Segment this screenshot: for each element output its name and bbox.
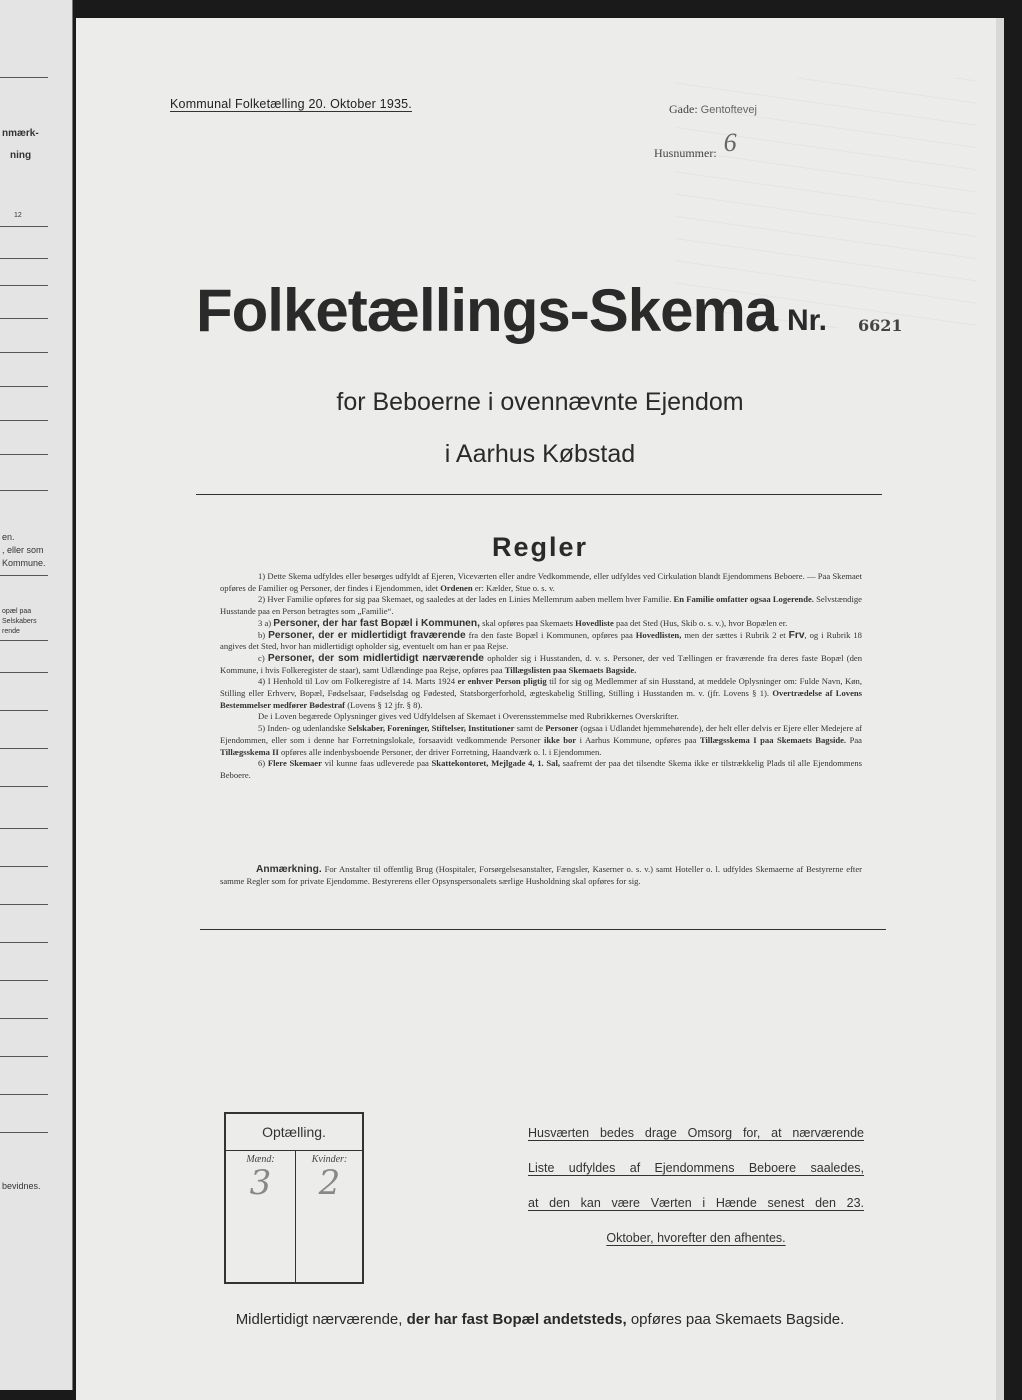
rule-line bbox=[0, 490, 48, 491]
rule-line bbox=[0, 1132, 48, 1133]
prev-fragment: en. bbox=[2, 532, 15, 542]
rule-line bbox=[0, 454, 48, 455]
rule-line bbox=[0, 386, 48, 387]
form-title: Folketællings-Skema bbox=[196, 277, 778, 344]
landlord-note-line: Husværten bedes drage Omsorg for, at nærværende bbox=[528, 1126, 864, 1140]
rule-line bbox=[0, 904, 48, 905]
rule-line bbox=[0, 710, 48, 711]
footer-post: opføres paa Skemaets Bagside. bbox=[630, 1311, 845, 1328]
rule-5: 5) Inden- og udenlandske Selskaber, Foreninger, Stiftelser, Institutioner samt de Personer (ogsaa i Udlandet hjemmehørende), der helt eller delvis er Ejere eller Medejere af Ejendommen, eller som i denne har Forretningslokale, forsaavidt vedkommende Personer ikke bor i Aarhus Kommune, opføres paa Tillægsskema I paa Skemaets Bagside. Paa Tillægsskema II opføres alle indenbysboende Personer, der driver Forretning, Haandværk o. l. i Ejendommen. bbox=[220, 723, 863, 757]
rule-line bbox=[0, 226, 48, 227]
rule-3b: b) Personer, der er midlertidigt fraværende fra den faste Bopæl i Kommunen, opføres paa Hovedlisten, men der sættes i Rubrik 2 et Frv, og i Rubrik 18 angives det Sted, hvor han midlertidigt opholder sig, eventuelt om han er paa Rejse. bbox=[220, 629, 862, 652]
rule-4b: De i Loven begærede Oplysninger gives ved Udfyldelsen af Skemaet i Overensstemmelse med Rubrikkernes Overskrifter. bbox=[258, 711, 679, 722]
annotation-text: For Anstalter til offentlig Brug (Hospitaler, Forsørgelsesanstalter, Fængsler, Kaserner o. s. v.) samt Hoteller o. l. udfyldes Skemaerne af Bestyrerne efter samme Regler som for private Ejendomme. Bestyrerens eller Opsynspersonalets særlige Husholdning skal opføres for sig. bbox=[220, 864, 862, 886]
street-field bbox=[669, 102, 757, 117]
landlord-note bbox=[528, 1116, 864, 1256]
rules-text bbox=[220, 571, 862, 782]
women-column bbox=[295, 1150, 364, 1282]
count-box-title: Optælling. bbox=[226, 1114, 362, 1151]
prev-fragment: Kommune. bbox=[2, 558, 46, 568]
rule-line bbox=[0, 980, 48, 981]
house-number-field bbox=[654, 128, 737, 164]
prev-fragment: rende bbox=[2, 628, 20, 635]
form-number-label: Nr. bbox=[787, 304, 828, 337]
rule-4: 4) I Henhold til Lov om Folkeregistre af 14. Marts 1924 er enhver Person pligtig til for sig og Medlemmer af sin Husstand, at meddele Oplysninger om: Fulde Navn, Køn, Stilling eller Erhverv, Bopæl, Fødselsaar, Fødselsdag og Fødested, Statsborgerforhold, ægteskabelig Stilling, Stilling i Husstanden m. v. (jfr. Lovens § 1). Overtrædelse af Lovens Bestemmelser medfører Bødestraf (Lovens § 12 jfr. § 8). bbox=[220, 676, 863, 710]
form-subtitle: for Beboerne i ovennævnte Ejendom bbox=[336, 388, 744, 416]
rule-2: 2) Hver Familie opføres for sig paa Skemaet, og saaledes at der lades en Linies Mellemrum aaben mellem hver Familie. En Familie omfatter ogsaa Logerende. Selvstændige Husstande paa en Person betragtes som „Familie“. bbox=[220, 594, 862, 617]
street-label: Gade: bbox=[669, 102, 698, 116]
landlord-note-line: Oktober, hvorefter den afhentes. bbox=[606, 1231, 786, 1245]
rule-line bbox=[0, 748, 48, 749]
page-edge bbox=[996, 18, 1004, 1400]
house-number-value: 6 bbox=[723, 128, 737, 157]
prev-fragment: bevidnes. bbox=[2, 1181, 41, 1191]
rule-line bbox=[0, 786, 48, 787]
prev-fragment: , eller som bbox=[2, 545, 44, 555]
divider bbox=[196, 494, 882, 495]
rule-1: 1) Dette Skema udfyldes eller besørges udfyldt af Ejeren, Viceværten eller andre Vedkommende, eller udfyldes ved Cirkulation blandt Ejendommens Beboere. — Paa Skemaet opføres de Familier og Personer, der findes i Ejendommen, idet Ordenen er: Kælder, Stue o. s. v. bbox=[220, 571, 862, 593]
rule-line bbox=[0, 1018, 48, 1019]
form-number-value: 6621 bbox=[858, 316, 903, 335]
rule-line bbox=[0, 942, 48, 943]
census-form-page bbox=[76, 18, 1004, 1400]
previous-page-edge bbox=[0, 0, 73, 1390]
street-value: Gentoftevej bbox=[700, 104, 757, 116]
rule-line bbox=[0, 420, 48, 421]
annotation-note bbox=[220, 864, 862, 887]
women-label: Kvinder: bbox=[311, 1154, 348, 1165]
prev-fragment: opæl paa bbox=[2, 608, 32, 615]
prev-fragment: 12 bbox=[14, 212, 22, 219]
rule-line bbox=[0, 866, 48, 867]
rules-heading: Regler bbox=[491, 532, 589, 562]
footer-pre: Midlertidigt nærværende, bbox=[235, 1311, 403, 1328]
landlord-note-line: at den kan være Værten i Hænde senest den 23. bbox=[528, 1196, 864, 1210]
rule-line bbox=[0, 258, 48, 259]
rule-line bbox=[0, 285, 48, 286]
divider bbox=[200, 929, 886, 930]
annotation-label: Anmærkning. bbox=[256, 864, 322, 875]
rule-line bbox=[0, 1094, 48, 1095]
rule-line bbox=[0, 318, 48, 319]
prev-fragment: Selskabers bbox=[2, 618, 37, 625]
men-count: 3 bbox=[249, 1163, 272, 1203]
prev-fragment: nmærk- bbox=[2, 128, 39, 139]
census-heading: Kommunal Folketælling 20. Oktober 1935. bbox=[170, 97, 412, 111]
landlord-note-line: Liste udfyldes af Ejendommens Beboere saaledes, bbox=[528, 1161, 864, 1175]
form-subtitle-city: i Aarhus Købstad bbox=[444, 440, 636, 468]
men-label: Mænd: bbox=[246, 1154, 275, 1165]
house-number-label: Husnummer: bbox=[654, 146, 717, 160]
rule-line bbox=[0, 575, 48, 576]
rule-3c: c) Personer, der som midlertidigt nærværende opholder sig i Husstanden, d. v. s. Personer, der ved Tællingen er fraværende fra deres faste Bopæl (den Kommune, i hvis Folkeregister de staar), samt Udlændinge paa Rejse, opføres paa Tillægslisten paa Skemaets Bagside. bbox=[220, 652, 863, 675]
rule-6: 6) Flere Skemaer vil kunne faas udleverede paa Skattekontoret, Mejlgade 4, 1. Sal, saafremt der paa det tilsendte Skema ikke er tilstrækkelig Plads til alle Ejendommens Beboere. bbox=[220, 758, 863, 780]
rule-line bbox=[0, 672, 48, 673]
footer-bold: der har fast Bopæl andetsteds, bbox=[406, 1311, 627, 1328]
women-count: 2 bbox=[318, 1163, 341, 1203]
prev-fragment: ning bbox=[10, 150, 32, 161]
rule-line bbox=[0, 352, 48, 353]
men-column bbox=[226, 1150, 296, 1282]
count-box bbox=[224, 1112, 364, 1284]
rule-line bbox=[0, 640, 48, 641]
rule-line bbox=[0, 828, 48, 829]
footer-note bbox=[76, 1311, 1004, 1328]
rule-line bbox=[0, 1056, 48, 1057]
rule-line bbox=[0, 77, 48, 78]
rule-3a: 3 a) Personer, der har fast Bopæl i Kommunen, skal opføres paa Skemaets Hovedliste paa det Sted (Hus, Skib o. s. v.), hvor Bopælen er. bbox=[258, 617, 788, 629]
